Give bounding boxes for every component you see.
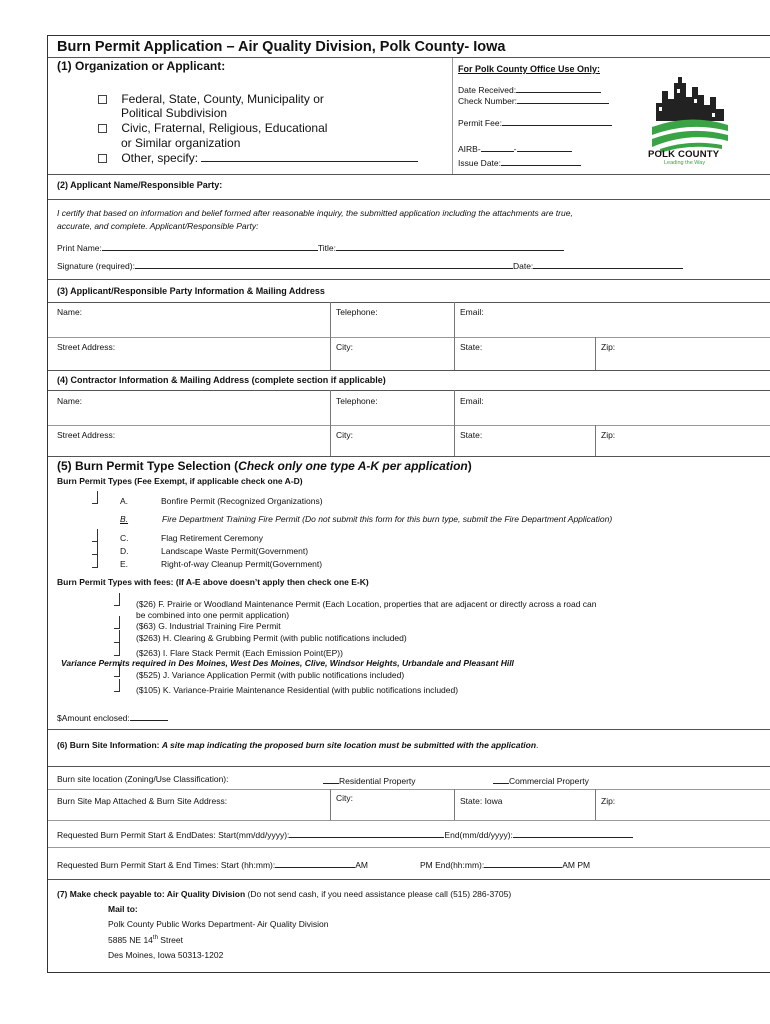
- logo-name: POLK COUNTY: [648, 149, 720, 160]
- s3-telephone-field[interactable]: Telephone:: [336, 307, 378, 317]
- checkbox-h[interactable]: [114, 630, 120, 643]
- s6-zip-field[interactable]: Zip:: [601, 796, 616, 806]
- s6-city-field[interactable]: City:: [336, 793, 353, 803]
- permit-k: ($105) K. Variance-Prairie Maintenance Residential (with public notifications included): [136, 685, 459, 695]
- checkbox-other[interactable]: [98, 154, 107, 163]
- s5-heading: (5) Burn Permit Type Selection (Check only one type A-K per application): [57, 459, 472, 473]
- checkbox-c[interactable]: [92, 529, 98, 542]
- checkbox-j[interactable]: [114, 664, 120, 677]
- checkbox-d[interactable]: [92, 542, 98, 555]
- office-use-heading: For Polk County Office Use Only:: [458, 64, 601, 74]
- permit-h: ($263) H. Clearing & Grubbing Permit (with public notifications included): [136, 633, 407, 643]
- option-civic[interactable]: Civic, Fraternal, Religious, Educational: [98, 121, 327, 135]
- s3-zip-field[interactable]: Zip:: [601, 342, 616, 352]
- burn-site-map-label: Burn Site Map Attached & Burn Site Address:: [57, 796, 228, 806]
- issue-date: Issue Date:: [458, 156, 581, 168]
- permit-c: C. Flag Retirement Ceremony: [120, 533, 264, 543]
- s4-zip-field[interactable]: Zip:: [601, 430, 616, 440]
- permit-fee: Permit Fee:: [458, 116, 612, 128]
- option-civic-line2: or Similar organization: [121, 136, 241, 150]
- variance-heading: Variance Permits required in Des Moines, West Des Moines, Clive, Windsor Heights, Urbandale and Pleasant Hill: [61, 658, 514, 668]
- option-federal[interactable]: Federal, State, County, Municipality or: [98, 92, 324, 106]
- s4-email-field[interactable]: Email:: [460, 396, 484, 406]
- permit-d: D. Landscape Waste Permit(Government): [120, 546, 309, 556]
- date-received: Date Received:: [458, 83, 601, 95]
- fees-heading: Burn Permit Types with fees: (If A-E above doesn’t apply then check one E-K): [57, 577, 369, 587]
- s3-city-field[interactable]: City:: [336, 342, 353, 352]
- s4-name-field[interactable]: Name:: [57, 396, 83, 406]
- airb-number: AIRB- -: [458, 142, 572, 154]
- logo-tagline: Leading the Way: [664, 160, 706, 166]
- s3-street-field[interactable]: Street Address:: [57, 342, 116, 352]
- s6-heading: (6) Burn Site Information: A site map indicating the proposed burn site location must be submitted with the application.: [57, 740, 539, 750]
- checkbox-g[interactable]: [114, 616, 120, 629]
- s3-heading: (3) Applicant/Responsible Party Information & Mailing Address: [57, 286, 325, 296]
- checkbox-e[interactable]: [92, 555, 98, 568]
- permit-g: ($63) G. Industrial Training Fire Permit: [136, 621, 281, 631]
- residential-option[interactable]: Residential Property: [323, 774, 416, 786]
- s3-state-field[interactable]: State:: [460, 342, 483, 352]
- amount-enclosed-field[interactable]: $Amount enclosed:: [57, 711, 168, 723]
- checkbox-k[interactable]: [114, 679, 120, 692]
- other-specify-field[interactable]: [201, 152, 418, 162]
- checkbox-federal[interactable]: [98, 95, 107, 104]
- checkbox-i[interactable]: [114, 643, 120, 656]
- burn-permit-form: [47, 35, 770, 973]
- checkbox-f[interactable]: [114, 593, 120, 606]
- permit-b: B. Fire Department Training Fire Permit (Do not submit this form for this burn type, submit the Fire Department Application): [120, 514, 613, 524]
- checkbox-civic[interactable]: [98, 124, 107, 133]
- s1-heading: (1) Organization or Applicant:: [57, 59, 226, 73]
- certify-statement-2: accurate, and complete. Applicant/Responsible Party:: [57, 221, 259, 231]
- mail-address-line1: Polk County Public Works Department- Air Quality Division: [108, 919, 329, 929]
- option-federal-line2: Political Subdivision: [121, 106, 228, 120]
- s4-city-field[interactable]: City:: [336, 430, 353, 440]
- s4-state-field[interactable]: State:: [460, 430, 483, 440]
- burn-site-location-label: Burn site location (Zoning/Use Classification):: [57, 774, 229, 784]
- certify-statement: I certify that based on information and belief formed after reasonable inquiry, the submitted application including the attachments are true,: [57, 208, 573, 218]
- s4-street-field[interactable]: Street Address:: [57, 430, 116, 440]
- permit-e: E. Right-of-way Cleanup Permit(Government): [120, 559, 323, 569]
- permit-j: ($525) J. Variance Application Permit (with public notifications included): [136, 670, 405, 680]
- s4-telephone-field[interactable]: Telephone:: [336, 396, 378, 406]
- start-end-times-field[interactable]: Requested Burn Permit Start & End Times: Start (hh:mm): AM PM End(hh:mm): AM PM: [57, 860, 591, 870]
- check-number: Check Number:: [458, 94, 609, 106]
- start-end-dates-field[interactable]: Requested Burn Permit Start & EndDates: Start(mm/dd/yyyy): End(mm/dd/yyyy):: [57, 828, 633, 840]
- permit-f-line2: be combined into one permit application): [136, 610, 290, 620]
- s2-heading: (2) Applicant Name/Responsible Party:: [57, 180, 223, 190]
- permit-a: A. Bonfire Permit (Recognized Organizations): [120, 496, 323, 506]
- form-title: Burn Permit Application – Air Quality Division, Polk County- Iowa: [57, 39, 506, 55]
- s4-heading: (4) Contractor Information & Mailing Address (complete section if applicable): [57, 375, 386, 385]
- polk-county-logo: [646, 69, 736, 169]
- permit-f: ($26) F. Prairie or Woodland Maintenance Permit (Each Location, properties that are adjacent or directly across a road can: [136, 599, 597, 609]
- exempt-heading: Burn Permit Types (Fee Exempt, if applicable check one A-D): [57, 476, 303, 486]
- s6-state-field[interactable]: State: Iowa: [460, 796, 503, 806]
- mail-address-line2: 5885 NE 14th Street: [108, 935, 183, 945]
- signature-field[interactable]: Signature (required): Date:: [57, 259, 683, 271]
- commercial-option[interactable]: Commercial Property: [493, 774, 589, 786]
- permit-i: ($263) I. Flare Stack Permit (Each Emission Point(EP)): [136, 648, 343, 658]
- mail-address-line3: Des Moines, Iowa 50313-1202: [108, 950, 224, 960]
- s7-heading: (7) Make check payable to: Air Quality Division (Do not send cash, if you need assistance please call (515) 286-3705): [57, 889, 512, 899]
- checkbox-a[interactable]: [92, 491, 98, 504]
- option-other[interactable]: Other, specify:: [98, 151, 418, 165]
- s3-name-field[interactable]: Name:: [57, 307, 83, 317]
- print-name-field[interactable]: Print Name: Title:: [57, 241, 564, 253]
- s3-email-field[interactable]: Email:: [460, 307, 484, 317]
- mail-to-label: Mail to:: [108, 904, 138, 914]
